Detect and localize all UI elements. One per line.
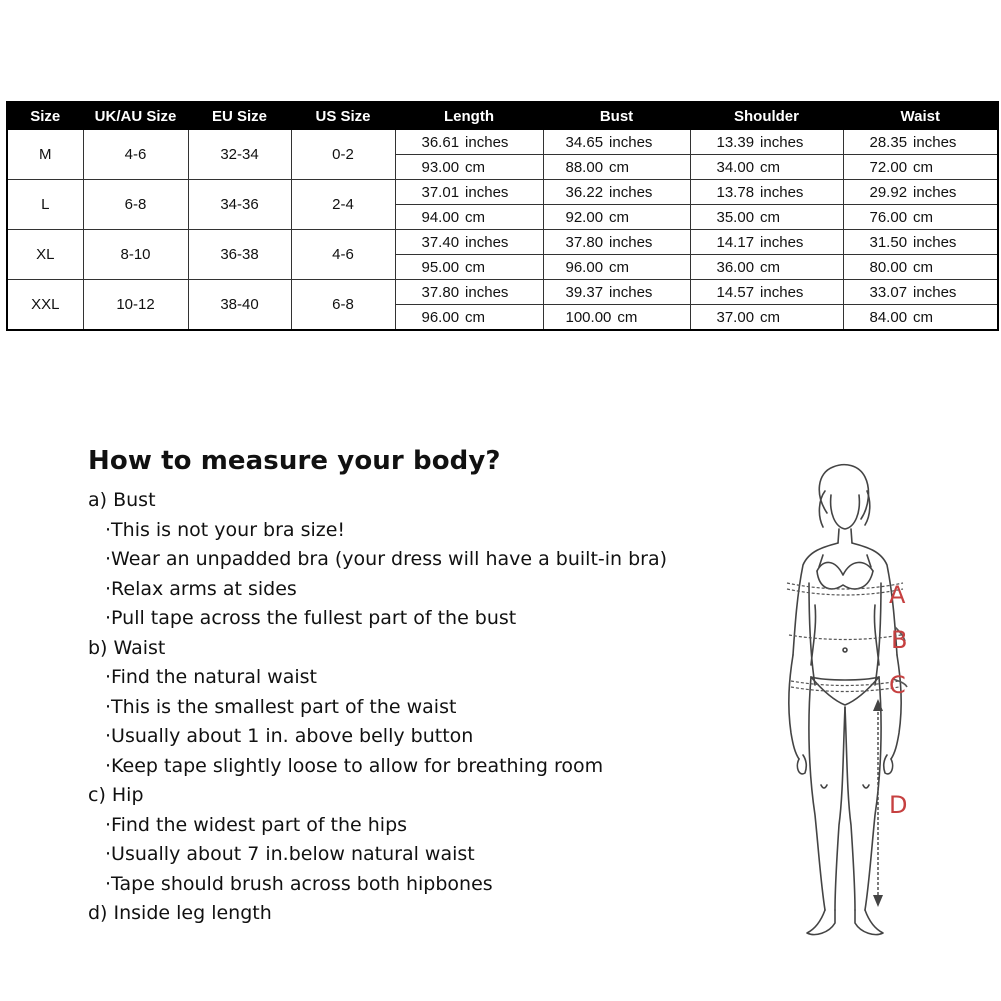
header-length: Length [395,102,543,130]
unit-inches: inches [913,283,957,301]
guide-tip: ·Usually about 1 in. above belly button [105,725,474,747]
length-cm-cell [395,255,543,280]
bust-inches-cell [543,230,690,255]
unit-inches: inches [760,133,804,151]
unit-cm: cm [465,158,486,176]
guide-tip: ·Pull tape across the fullest part of the bust [105,607,517,629]
waist-cm-value: 84.00 [869,308,908,326]
eu-size-cell: 38-40 [188,280,291,331]
unit-cm: cm [760,308,781,326]
table-row [7,280,998,305]
header-us-size: US Size [291,102,395,130]
unit-cm: cm [760,258,781,276]
us-size-cell: 6-8 [291,280,395,331]
bust-inches-value: 39.37 [565,283,604,301]
unit-inches: inches [465,183,509,201]
unit-cm: cm [913,208,934,226]
waist-cm-value: 72.00 [869,158,908,176]
length-inches-value: 37.01 [421,183,460,201]
figure-label-d: D [889,791,908,819]
unit-cm: cm [760,158,781,176]
unit-inches: inches [760,183,804,201]
table-row [7,130,998,155]
length-cm-value: 96.00 [421,308,460,326]
unit-cm: cm [760,208,781,226]
length-inches-cell [395,280,543,305]
uk-au-size-cell: 10-12 [83,280,188,331]
unit-inches: inches [760,233,804,251]
guide-section-title: c) Hip [88,784,144,806]
waist-cm-cell [843,155,998,180]
unit-inches: inches [609,233,653,251]
shoulder-inches-value: 13.78 [716,183,755,201]
bust-inches-cell [543,130,690,155]
shoulder-cm-cell [690,305,843,331]
shoulder-inches-value: 14.57 [716,283,755,301]
shoulder-cm-value: 34.00 [716,158,755,176]
unit-cm: cm [617,308,638,326]
waist-inches-value: 29.92 [869,183,908,201]
guide-tip: ·Wear an unpadded bra (your dress will have a built-in bra) [105,548,668,570]
length-inches-value: 37.80 [421,283,460,301]
guide-sections [88,486,768,929]
shoulder-inches-value: 14.17 [716,233,755,251]
unit-inches: inches [609,133,653,151]
size-cell: XL [7,230,83,280]
guide-section-title: b) Waist [88,636,166,659]
shoulder-cm-cell [690,155,843,180]
unit-inches: inches [760,283,804,301]
unit-cm: cm [465,208,486,226]
header-bust: Bust [543,102,690,130]
unit-cm: cm [913,308,934,326]
length-inches-value: 37.40 [421,233,460,251]
length-cm-value: 94.00 [421,208,460,226]
guide-section-title: a) Bust [88,489,156,511]
eu-size-cell: 34-36 [188,180,291,230]
us-size-cell: 4-6 [291,230,395,280]
waist-cm-cell [843,255,998,280]
unit-inches: inches [465,233,509,251]
header-shoulder: Shoulder [690,102,843,130]
unit-cm: cm [913,158,934,176]
figure-label-b: B [891,626,908,654]
eu-size-cell: 32-34 [188,130,291,180]
shoulder-cm-value: 37.00 [716,308,755,326]
unit-inches: inches [465,133,509,151]
uk-au-size-cell: 6-8 [83,180,188,230]
unit-inches: inches [913,133,957,151]
bust-cm-cell [543,205,690,230]
guide-tip: ·Tape should brush across both hipbones [105,872,493,895]
bust-cm-value: 88.00 [565,158,604,176]
guide-tip: ·Find the natural waist [105,666,317,688]
bust-cm-cell [543,255,690,280]
bust-cm-cell [543,155,690,180]
bust-cm-cell [543,305,690,331]
shoulder-inches-cell [690,230,843,255]
waist-inches-value: 31.50 [869,233,908,251]
unit-inches: inches [609,283,653,301]
eu-size-cell: 36-38 [188,230,291,280]
shoulder-cm-cell [690,255,843,280]
unit-cm: cm [609,158,630,176]
waist-cm-value: 76.00 [869,208,908,226]
bust-cm-value: 100.00 [565,308,612,326]
bust-inches-cell [543,280,690,305]
size-cell: L [7,180,83,230]
length-inches-value: 36.61 [421,133,460,151]
size-chart-table [6,101,999,331]
unit-inches: inches [609,183,653,201]
shoulder-inches-value: 13.39 [716,133,755,151]
bust-cm-value: 96.00 [565,258,604,276]
table-header-row [7,102,998,130]
header-waist: Waist [843,102,998,130]
guide-section-title: d) Inside leg length [88,902,272,924]
uk-au-size-cell: 8-10 [83,230,188,280]
waist-cm-cell [843,205,998,230]
length-cm-value: 93.00 [421,158,460,176]
waist-inches-value: 33.07 [869,283,908,301]
guide-tip: ·This is not your bra size! [105,518,346,541]
shoulder-inches-cell [690,280,843,305]
guide-tip: ·Relax arms at sides [105,577,297,600]
uk-au-size-cell: 4-6 [83,130,188,180]
unit-cm: cm [465,308,486,326]
unit-inches: inches [913,233,957,251]
unit-cm: cm [609,208,630,226]
size-cell: XXL [7,280,83,331]
length-inches-cell [395,130,543,155]
waist-inches-cell [843,230,998,255]
guide-tip: ·Usually about 7 in.below natural waist [105,843,475,865]
unit-inches: inches [913,183,957,201]
guide-tip: ·Keep tape slightly loose to allow for breathing room [105,754,604,777]
bust-inches-value: 34.65 [565,133,604,151]
unit-inches: inches [465,283,509,301]
length-cm-cell [395,155,543,180]
measure-guide [88,446,768,929]
us-size-cell: 2-4 [291,180,395,230]
waist-cm-value: 80.00 [869,258,908,276]
size-cell: M [7,130,83,180]
table-row [7,180,998,205]
figure-label-c: C [889,671,906,699]
waist-inches-cell [843,130,998,155]
shoulder-inches-cell [690,180,843,205]
header-eu-size: EU Size [188,102,291,130]
shoulder-inches-cell [690,130,843,155]
unit-cm: cm [465,258,486,276]
length-cm-cell [395,205,543,230]
shoulder-cm-value: 35.00 [716,208,755,226]
unit-cm: cm [609,258,630,276]
table-row [7,230,998,255]
bust-cm-value: 92.00 [565,208,604,226]
length-inches-cell [395,180,543,205]
guide-tip: ·Find the widest part of the hips [105,813,408,836]
shoulder-cm-value: 36.00 [716,258,755,276]
figure-label-a: A [889,581,906,609]
body-measurement-figure [765,455,945,945]
us-size-cell: 0-2 [291,130,395,180]
unit-cm: cm [913,258,934,276]
bust-inches-value: 37.80 [565,233,604,251]
length-cm-value: 95.00 [421,258,460,276]
waist-cm-cell [843,305,998,331]
guide-tip: ·This is the smallest part of the waist [105,695,457,718]
length-cm-cell [395,305,543,331]
bust-inches-cell [543,180,690,205]
header-size: Size [7,102,83,130]
waist-inches-value: 28.35 [869,133,908,151]
header-uk-au-size: UK/AU Size [83,102,188,130]
waist-inches-cell [843,180,998,205]
guide-title: How to measure your body? [88,446,501,476]
bust-inches-value: 36.22 [565,183,604,201]
length-inches-cell [395,230,543,255]
waist-inches-cell [843,280,998,305]
shoulder-cm-cell [690,205,843,230]
